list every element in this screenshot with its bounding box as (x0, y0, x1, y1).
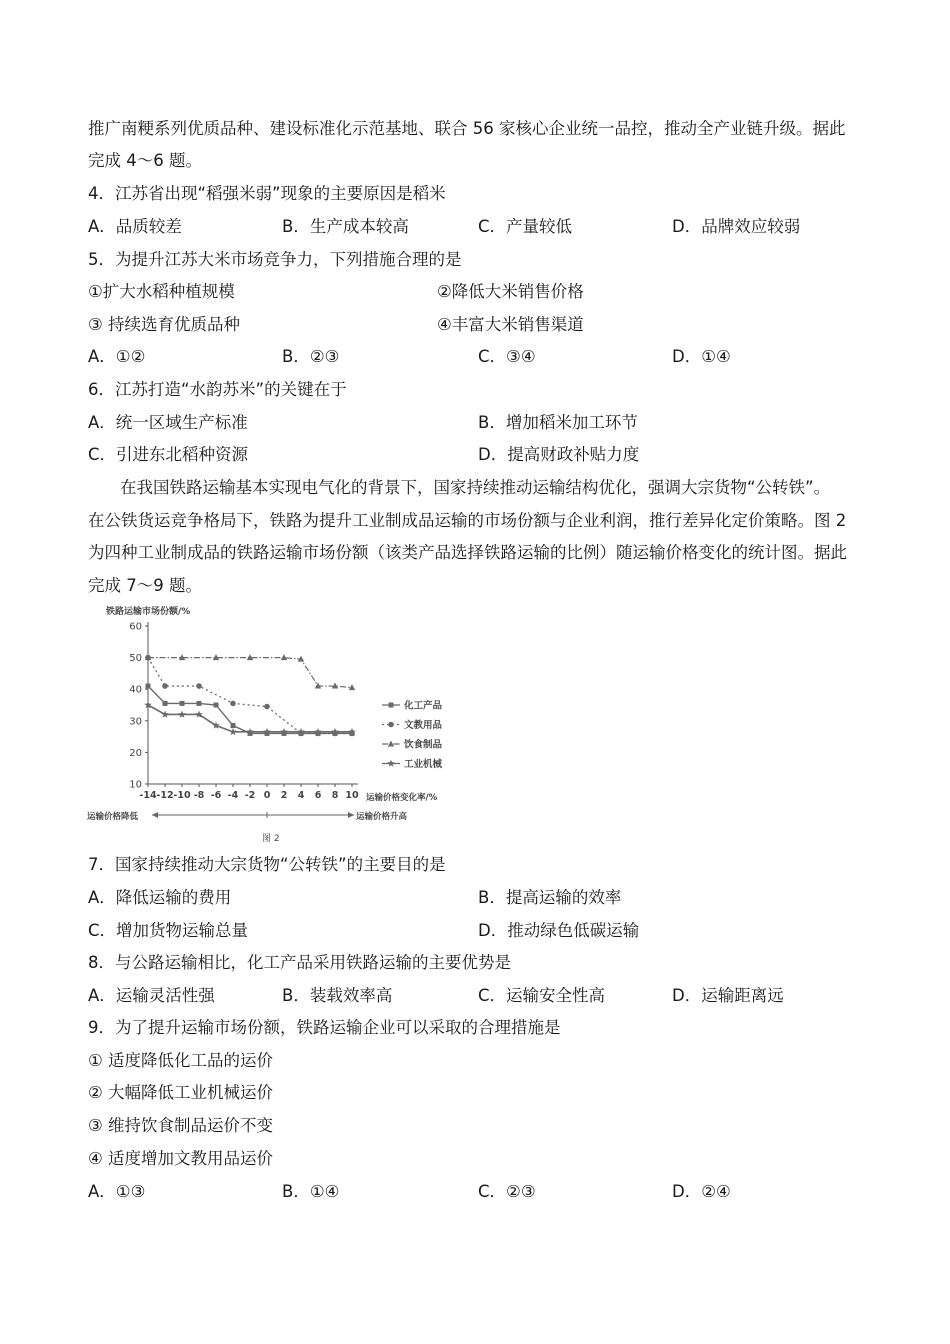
data-point-circle (264, 704, 270, 710)
series-line-circle (148, 658, 352, 734)
data-point-circle (162, 683, 168, 689)
passage-text: 在公铁货运竞争格局下，铁路为提升工业制成品运输的市场份额与企业利润，推行差异化定价策略。图 2 (88, 511, 847, 530)
arrow-right-icon (348, 812, 354, 818)
data-point-star (161, 711, 169, 718)
data-point-square (163, 701, 168, 706)
passage-text: 完成 4～6 题。 (88, 151, 202, 170)
question-6-option-a: A．统一区域生产标准 (88, 413, 248, 432)
data-point-star (178, 711, 186, 718)
question-4-option-d: D．品牌效应较弱 (672, 217, 801, 236)
chart-caption: 图 2 (262, 834, 280, 844)
question-9-option-a: A．①③ (88, 1182, 146, 1201)
market-share-chart (84, 604, 464, 850)
x-tick-label: -4 (227, 790, 239, 801)
question-8-stem: 8．与公路运输相比，化工产品采用铁路运输的主要优势是 (88, 953, 511, 972)
x-tick-label: -10 (173, 790, 191, 801)
legend-label: 文教用品 (404, 720, 443, 731)
x-tick-label: -8 (193, 790, 205, 801)
question-4-stem: 4．江苏省出现“稻强米弱”现象的主要原因是稻米 (88, 184, 446, 203)
series-line-star (148, 705, 352, 732)
data-point-circle (230, 701, 236, 707)
question-5-item-3: ③ 持续选育优质品种 (88, 315, 241, 334)
data-point-star (229, 728, 237, 735)
question-9-item-4: ④ 适度增加文教用品运价 (88, 1149, 274, 1168)
passage-text: 在我国铁路运输基本实现电气化的背景下，国家持续推动运输结构优化，强调大宗货物“公转铁”。 (120, 478, 831, 497)
data-point-star (212, 722, 220, 729)
x-tick-label: -14 (139, 790, 157, 801)
data-point-triangle (281, 654, 287, 660)
x-tick-label: 10 (345, 790, 359, 801)
data-point-triangle (349, 684, 355, 690)
data-point-circle (196, 683, 202, 689)
passage-text: 为四种工业制成品的铁路运输市场份额（该类产品选择铁路运输的比例）随运输价格变化的统计图。据此 (88, 543, 847, 562)
question-5-option-c: C．③④ (478, 347, 536, 366)
y-tick-label: 60 (129, 621, 142, 633)
data-point-square (231, 723, 236, 728)
question-5-item-4: ④丰富大米销售渠道 (437, 315, 584, 334)
x-tick-label: -6 (210, 790, 222, 801)
x-tick-label: 6 (314, 790, 322, 801)
chart-bottom-right-label: 运输价格升高 (356, 812, 408, 822)
question-6-option-d: D．提高财政补贴力度 (478, 445, 640, 464)
question-9-item-2: ② 大幅降低工业机械运价 (88, 1083, 274, 1102)
question-9-item-1: ① 适度降低化工品的运价 (88, 1051, 274, 1070)
question-9-option-d: D．②④ (672, 1182, 731, 1201)
legend-label: 饮食制品 (404, 739, 443, 751)
chart-xlabel: 运输价格变化率/% (366, 793, 438, 803)
question-5-item-2: ②降低大米销售价格 (437, 282, 584, 301)
question-7-option-b: B．提高运输的效率 (478, 888, 622, 907)
series-line-square (148, 686, 352, 733)
question-5-option-a: A．①② (88, 347, 146, 366)
legend-marker-star (387, 760, 395, 767)
question-7-option-c: C．增加货物运输总量 (88, 921, 249, 940)
x-tick-label: 0 (263, 790, 271, 801)
series-line-triangle (148, 658, 352, 688)
question-5-option-d: D．①④ (672, 347, 731, 366)
x-tick-label: 8 (331, 790, 339, 801)
chart-ylabel: 铁路运输市场份额/% (106, 607, 191, 617)
question-4-option-b: B．生产成本较高 (282, 217, 409, 236)
question-9-stem: 9．为了提升运输市场份额，铁路运输企业可以采取的合理措施是 (88, 1018, 561, 1037)
data-point-square (197, 701, 202, 706)
question-6-option-c: C．引进东北稻种资源 (88, 445, 249, 464)
legend-marker-triangle (388, 741, 394, 747)
question-5-stem: 5．为提升江苏大米市场竞争力，下列措施合理的是 (88, 250, 462, 269)
data-point-square (146, 684, 151, 689)
question-8-option-b: B．装载效率高 (282, 986, 393, 1005)
y-tick-label: 30 (129, 716, 142, 728)
x-tick-label: 2 (280, 790, 288, 801)
data-point-square (214, 703, 219, 708)
x-tick-label: -2 (244, 790, 256, 801)
question-7-option-a: A．降低运输的费用 (88, 888, 232, 907)
question-6-stem: 6．江苏打造“水韵苏米”的关键在于 (88, 380, 347, 399)
passage-text: 完成 7～9 题。 (88, 576, 202, 595)
question-4-option-c: C．产量较低 (478, 217, 573, 236)
question-8-option-a: A．运输灵活性强 (88, 986, 215, 1005)
y-tick-label: 50 (129, 653, 142, 665)
question-9-option-b: B．①④ (282, 1182, 340, 1201)
passage-text: 推广南粳系列优质品种、建设标准化示范基地、联合 56 家核心企业统一品控，推动全产业链升级。据此 (88, 119, 846, 138)
legend-label: 化工产品 (404, 700, 443, 712)
y-tick-label: 20 (129, 747, 142, 759)
legend-label: 工业机械 (404, 759, 443, 770)
y-tick-label: 10 (129, 779, 142, 791)
data-point-square (180, 701, 185, 706)
question-8-option-c: C．运输安全性高 (478, 986, 606, 1005)
chart-bottom-left-label: 运输价格降低 (87, 812, 139, 822)
question-9-item-3: ③ 维持饮食制品运价不变 (88, 1116, 274, 1135)
question-7-stem: 7．国家持续推动大宗货物“公转铁”的主要目的是 (88, 855, 446, 874)
question-8-option-d: D．运输距离远 (672, 986, 784, 1005)
x-tick-label: -12 (156, 790, 174, 801)
question-6-option-b: B．增加稻米加工环节 (478, 413, 638, 432)
legend-marker-circle (388, 722, 394, 728)
arrow-left-icon (152, 812, 158, 818)
question-5-item-1: ①扩大水稻种植规模 (88, 282, 235, 301)
y-tick-label: 40 (129, 684, 142, 696)
question-7-option-d: D．推动绿色低碳运输 (478, 921, 640, 940)
x-tick-label: 4 (297, 790, 305, 801)
legend-marker-square (389, 703, 394, 708)
question-9-option-c: C．②③ (478, 1182, 536, 1201)
question-4-option-a: A．品质较差 (88, 217, 182, 236)
question-5-option-b: B．②③ (282, 347, 340, 366)
